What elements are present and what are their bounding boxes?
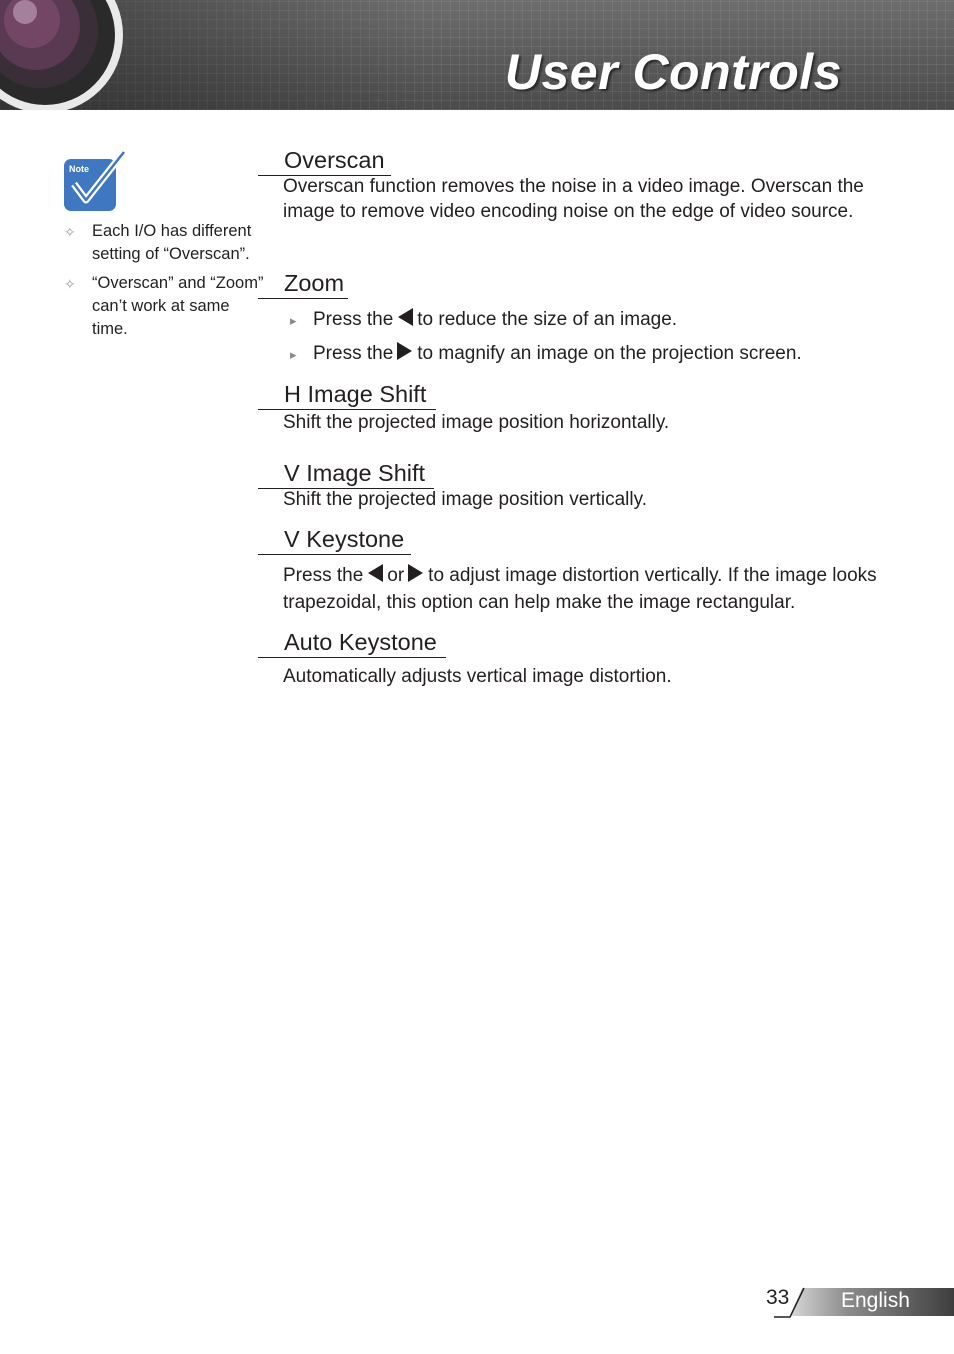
page-title: User Controls bbox=[504, 44, 842, 100]
heading-text: H Image Shift bbox=[284, 381, 427, 407]
left-triangle-icon bbox=[366, 563, 384, 583]
note-label: Note bbox=[69, 164, 89, 174]
heading-text: Auto Keystone bbox=[284, 629, 437, 655]
heading-text: V Keystone bbox=[284, 526, 405, 552]
zoom-bullet-magnify bbox=[290, 341, 802, 367]
note-list bbox=[64, 220, 264, 347]
heading-underline bbox=[258, 554, 411, 556]
v-image-shift-description: Shift the projected image position vertically. bbox=[283, 489, 647, 510]
left-triangle-icon bbox=[396, 307, 414, 327]
heading-text: Overscan bbox=[284, 147, 385, 173]
page-header bbox=[0, 0, 954, 110]
projector-lens-icon bbox=[0, 0, 140, 110]
note-item bbox=[64, 220, 264, 266]
body-text: to adjust image distortion vertically. If the image looks trapezoidal, this option can help make the image rectangular. bbox=[283, 565, 877, 613]
note-checkmark-icon bbox=[62, 150, 128, 214]
zoom-bullet-reduce bbox=[290, 307, 677, 333]
body-text: or bbox=[387, 565, 405, 586]
page-number: 33 bbox=[766, 1286, 790, 1309]
v-keystone-description bbox=[283, 562, 903, 616]
right-triangle-icon bbox=[407, 563, 425, 583]
auto-keystone-description: Automatically adjusts vertical image distortion. bbox=[283, 666, 672, 687]
note-item bbox=[64, 272, 264, 341]
diamond-bullet-icon: ✧ bbox=[64, 276, 76, 292]
bullet-text: to magnify an image on the projection screen. bbox=[417, 343, 802, 364]
heading-underline bbox=[258, 657, 446, 659]
language-label: English bbox=[841, 1289, 910, 1312]
bullet-text: to reduce the size of an image. bbox=[417, 309, 678, 330]
heading-text: Zoom bbox=[284, 270, 345, 296]
heading-underline bbox=[258, 298, 348, 300]
diamond-bullet-icon: ✧ bbox=[64, 224, 76, 240]
body-text: Press the bbox=[283, 565, 364, 586]
bullet-text: Press the bbox=[313, 343, 394, 364]
note-text: “Overscan” and “Zoom” can’t work at same time. bbox=[92, 274, 264, 338]
overscan-description: Overscan function removes the noise in a video image. Overscan the image to remove video encoding noise on the edge of video source. bbox=[283, 176, 864, 222]
bullet-text: Press the bbox=[313, 309, 394, 330]
h-image-shift-description: Shift the projected image position horizontally. bbox=[283, 412, 670, 433]
chevron-right-icon: ▸ bbox=[290, 313, 297, 328]
right-triangle-icon bbox=[396, 341, 414, 361]
note-text: Each I/O has different setting of “Overscan”. bbox=[92, 222, 252, 263]
chevron-right-icon: ▸ bbox=[290, 347, 297, 362]
heading-text: V Image Shift bbox=[284, 460, 426, 486]
